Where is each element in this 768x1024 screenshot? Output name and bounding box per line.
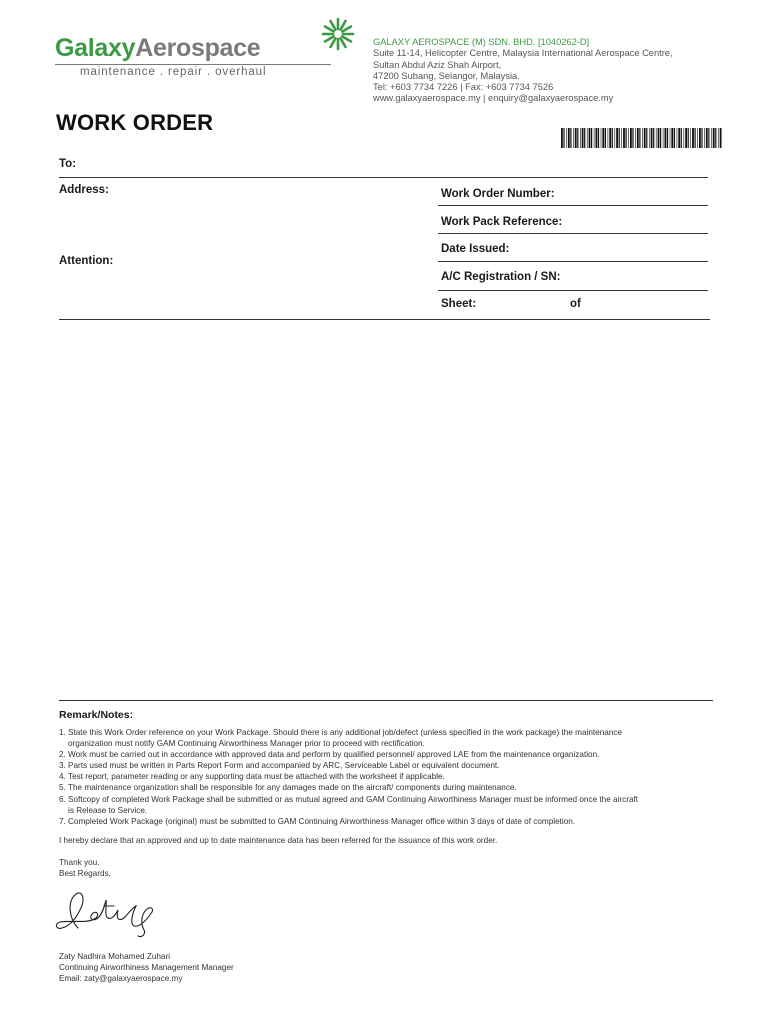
remarks-top-line	[59, 700, 713, 701]
remark-note-line: The maintenance organization shall be responsible for any damages made on the aircraft/ components during maintenance.	[68, 783, 517, 793]
ac-registration-line	[438, 290, 708, 291]
remark-note-text	[68, 782, 517, 793]
remark-note-item	[59, 794, 719, 816]
remark-note-number: 1.	[59, 728, 66, 737]
logo-word-aerospace: Aerospace	[135, 34, 261, 62]
company-phone-fax: Tel: +603 7734 7226 | Fax: +603 7734 7526	[373, 82, 554, 93]
remark-note-text	[68, 816, 575, 827]
logo-word-galaxy: Galaxy	[55, 34, 136, 62]
remark-note-line: Work must be carried out in accordance with approved data and perform by qualified personnel/ approved LAE from the maintenance organization.	[68, 750, 600, 760]
work-pack-reference-line	[438, 233, 708, 234]
remark-note-number: 2.	[59, 750, 66, 760]
remarks-notes-list	[59, 727, 719, 827]
remark-note-line: organization must notify GAM Continuing Airworthiness Manager prior to proceed with rectification.	[68, 739, 425, 749]
to-label: To:	[59, 158, 77, 170]
signer-name: Zaty Nadhira Mohamed Zuhari	[59, 952, 171, 961]
remark-note-item	[59, 771, 719, 782]
remark-note-number: 7.	[59, 816, 66, 826]
remark-note-number: 4.	[59, 772, 66, 782]
company-info	[373, 37, 673, 105]
company-address-line-1: Suite 11-14, Helicopter Centre, Malaysia International Aerospace Centre,	[373, 48, 673, 59]
remark-note-text	[68, 794, 638, 816]
signer-email: Email: zaty@galaxyaerospace.my	[59, 974, 183, 983]
remark-note-number: 5.	[59, 783, 66, 793]
work-order-number-line	[438, 205, 708, 206]
remarks-title: Remark/Notes:	[59, 709, 134, 721]
work-order-number-label: Work Order Number:	[441, 188, 555, 200]
sheet-label: Sheet:	[441, 298, 477, 310]
to-field-line	[59, 177, 708, 178]
remark-note-item	[59, 749, 719, 760]
logo-tagline: maintenance . repair . overhaul	[80, 66, 267, 78]
form-header-bottom-line	[59, 319, 710, 320]
date-issued-line	[438, 261, 708, 262]
address-label: Address:	[59, 184, 109, 196]
logo-divider	[55, 64, 331, 65]
remark-note-line: Completed Work Package (original) must be submitted to GAM Continuing Airworthiness Manager office within 3 days of date of completion.	[68, 816, 576, 826]
remark-note-line: is Release to Service.	[68, 805, 148, 815]
sheet-of-label: of	[570, 298, 581, 310]
ac-registration-label: A/C Registration / SN:	[441, 271, 561, 283]
closing-text	[59, 857, 111, 879]
work-pack-reference-label: Work Pack Reference:	[441, 216, 563, 228]
remark-note-line: Test report, parameter reading or any supporting data must be attached with the worksheet if applicable.	[68, 772, 445, 782]
remark-note-number: 6.	[59, 794, 66, 804]
thank-you-text: Thank you.	[59, 858, 100, 867]
remark-note-item	[59, 727, 719, 749]
company-name: GALAXY AEROSPACE (M) SDN. BHD. [1040262-D]	[373, 37, 590, 47]
remark-note-text	[68, 760, 499, 771]
regards-text: Best Regards,	[59, 869, 111, 878]
remark-note-item	[59, 816, 719, 827]
remark-note-line: Parts used must be written in Parts Report Form and accompanied by ARC, Serviceable Label or equivalent document.	[68, 761, 500, 771]
remark-note-line: State this Work Order reference on your Work Package. Should there is any additional job/defect (unless specified in the work package) the maintenance	[68, 728, 623, 737]
remark-note-line: Softcopy of completed Work Package shall be submitted or as mutual agreed and GAM Continuing Airworthiness Manager must be informed once the aircraft	[68, 794, 639, 804]
company-address-line-3: 47200 Subang, Selangor, Malaysia.	[373, 70, 520, 81]
signature-image	[52, 884, 162, 942]
remark-note-text	[68, 771, 445, 782]
declaration-text: I hereby declare that an approved and up to date maintenance data has been referred for the issuance of this work order.	[59, 836, 498, 845]
remark-note-text	[68, 749, 599, 760]
page-title: WORK ORDER	[56, 110, 214, 135]
company-logo-wordmark	[55, 36, 260, 61]
company-address-line-2: Sultan Abdul Aziz Shah Airport,	[373, 59, 502, 70]
date-issued-label: Date Issued:	[441, 243, 510, 255]
attention-label: Attention:	[59, 255, 114, 267]
signer-position: Continuing Airworthiness Management Manager	[59, 963, 234, 972]
company-web-email: www.galaxyaerospace.my | enquiry@galaxyaerospace.my	[373, 93, 614, 104]
galaxy-star-logo-icon	[321, 17, 355, 51]
remark-note-item	[59, 782, 719, 793]
remark-note-text	[68, 727, 622, 749]
remark-note-number: 3.	[59, 761, 66, 771]
signer-block	[59, 951, 234, 984]
remark-note-item	[59, 760, 719, 771]
barcode-icon	[561, 128, 722, 148]
